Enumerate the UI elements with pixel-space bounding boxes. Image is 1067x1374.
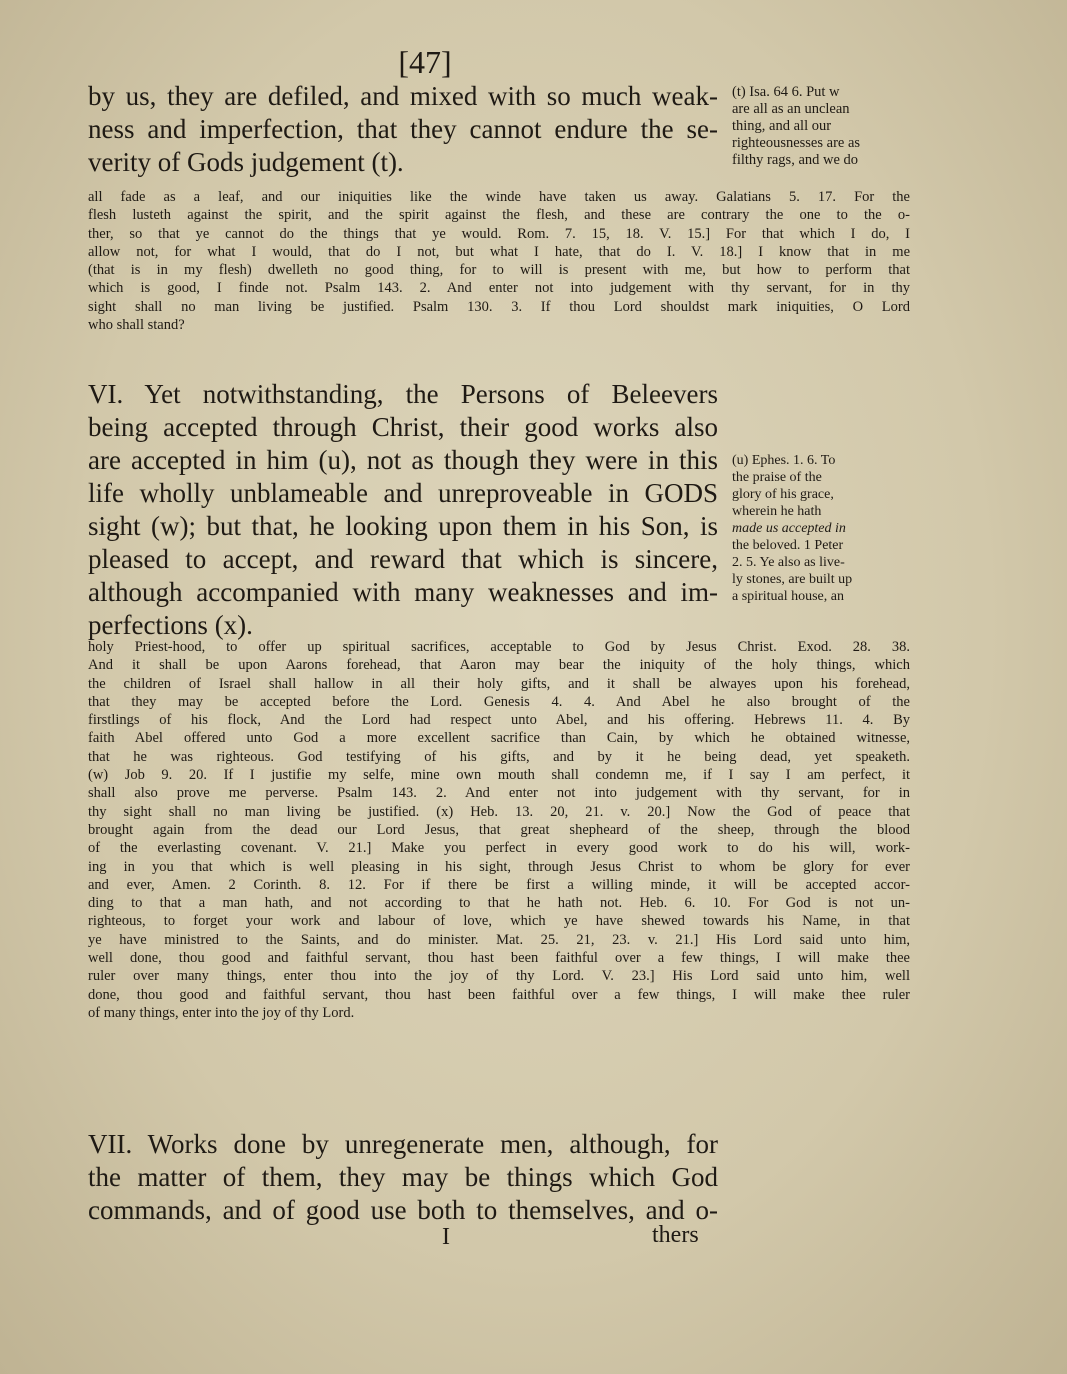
text-line: are accepted in him (u), not as though they were in this [88,445,718,475]
proof-line: faith Abel offered unto God a more excellent sacrifice than Cain, by which he obtained witnesse, [88,730,910,747]
text-line: life wholly unblameable and unreproveable in GODS [88,478,718,508]
note-line: filthy rags, and we do [732,152,859,168]
proof-line: And it shall be upon Aarons forehead, that Aaron may bear the iniquity of the holy things, which [88,657,910,674]
note-line: wherein he hath [732,504,822,519]
proof-line: and ever, Amen. 2 Corinth. 8. 12. For if there be first a willing minde, it will be accepted accor- [88,876,910,893]
proof-line: well done, thou good and faithful servant, thou hast been faithful over a few things, I will make thee [88,950,910,967]
text-line: by us, they are defiled, and mixed with so much weak- [88,81,718,111]
note-line: are all as an unclean [732,101,850,117]
proof-line: ding to that a man hath, and not according to that he hath not. Heb. 6. 10. For God is not un- [88,895,910,912]
text-line: sight (w); but that, he looking upon them in his Son, is [88,511,718,541]
text-line: verity of Gods judgement (t). [88,147,404,177]
proof-line: ye have ministred to the Saints, and do minister. Mat. 25. 21, 23. v. 21.] His Lord said unto him, [88,931,910,948]
proof-line: done, thou good and faithful servant, thou hast been faithful over a few things, I will make thee ruler [88,986,910,1003]
proof-line: ing in you that which is well pleasing in his sight, through Jesus Christ to whom be glory for ever [88,858,910,875]
proof-line: shall also prove me perverse. Psalm 143. 2. And enter not into judgement with thy servant, for in [88,785,910,802]
note-line: thing, and all our [732,118,832,134]
text-line: although accompanied with many weaknesses and im- [88,577,718,607]
proof-line: that they may be accepted before the Lord. Genesis 4. 4. And Abel he also brought of the [88,693,910,710]
note-line: a spiritual house, an [732,589,844,604]
note-line: 2. 5. Ye also as live- [732,555,845,570]
note-line: glory of his grace, [732,487,834,502]
proof-line: who shall stand? [88,317,185,334]
section-vii-text [88,1128,718,1227]
margin-note-u [732,452,912,605]
note-line: righteousnesses are as [732,135,861,151]
note-line: the praise of the [732,470,822,485]
proof-texts-uwx [88,638,910,1022]
note-line: (u) Ephes. 1. 6. To [732,453,836,468]
proof-line: (w) Job 9. 20. If I justifie my selfe, mine own mouth shall condemn me, if I say I am perfect, it [88,767,910,784]
text-line: pleased to accept, and reward that which is sincere, [88,544,718,574]
note-line: (t) Isa. 64 6. Put w [732,84,840,100]
proof-line: of the everlasting covenant. V. 21.] Make you perfect in every good work to do his will, work- [88,840,910,857]
proof-line: that he was righteous. God testifying of his gifts, and by it he being dead, yet speaketh. [88,748,910,765]
text-line: commands, and of good use both to themselves, and o- [88,1195,718,1225]
text-line: perfections (x). [88,610,253,640]
page-number: [47] [398,44,452,80]
proof-line: the children of Israel shall hallow in all their holy gifts, and it shall be alwayes upon his forehead, [88,675,910,692]
margin-note-t [732,84,912,169]
proof-line: holy Priest-hood, to offer up spiritual sacrifices, acceptable to God by Jesus Christ. Exod. 28. 38. [88,639,910,655]
proof-line: all fade as a leaf, and our iniquities like the winde have taken us away. Galatians 5. 17. For the [88,189,910,205]
proof-line: of many things, enter into the joy of thy Lord. [88,1004,355,1021]
proof-line: ruler over many things, enter thou into the joy of thy Lord. V. 23.] His Lord said unto him, well [88,968,910,985]
proof-line: sight shall no man living be justified. Psalm 130. 3. If thou Lord shouldst mark iniquities, O Lord [88,298,910,315]
proof-line: thy sight shall no man living be justified. (x) Heb. 13. 20, 21. v. 20.] Now the God of peace that [88,803,910,820]
proof-line: righteous, to forget your work and labour of love, which ye have shewed towards his Name, in that [88,913,910,930]
proof-texts-t [88,188,910,334]
text-line: ness and imperfection, that they cannot endure the se- [88,114,718,144]
section-vi-text [88,378,718,642]
proof-line: brought again from the dead our Lord Jesus, that great shepheard of the sheep, through the blood [88,821,910,838]
note-line: made us accepted in [732,521,846,536]
text-line: being accepted through Christ, their good works also [88,412,718,442]
proof-line: ther, so that ye cannot do the things that ye would. Rom. 7. 15, 18. V. 15.] For that which I do, I [88,225,910,242]
proof-line: allow not, for what I would, that do I not, but what I hate, that do I. V. 18.] I know that in me [88,243,910,260]
proof-line: which is good, I finde not. Psalm 143. 2. And enter not into judgement with thy servant, for in thy [88,280,910,297]
proof-line: firstlings of his flock, And the Lord had respect unto Abel, and his offering. Hebrews 11. 4. By [88,712,910,729]
note-line: the beloved. 1 Peter [732,538,844,553]
text-line: VI. Yet notwithstanding, the Persons of Beleevers [88,379,718,409]
proof-line: (that is in my flesh) dwelleth no good thing, for to will is present with me, but how to perform that [88,262,910,279]
catchword: thers [652,1222,699,1248]
proof-line: flesh lusteth against the spirit, and the spirit against the flesh, and these are contrary the one to the o- [88,207,910,224]
note-line: ly stones, are built up [732,572,853,587]
text-line: the matter of them, they may be things which God [88,1162,718,1192]
signature-mark: I [442,1224,450,1250]
section-v-text [88,80,718,179]
text-line: VII. Works done by unregenerate men, although, for [88,1129,718,1159]
